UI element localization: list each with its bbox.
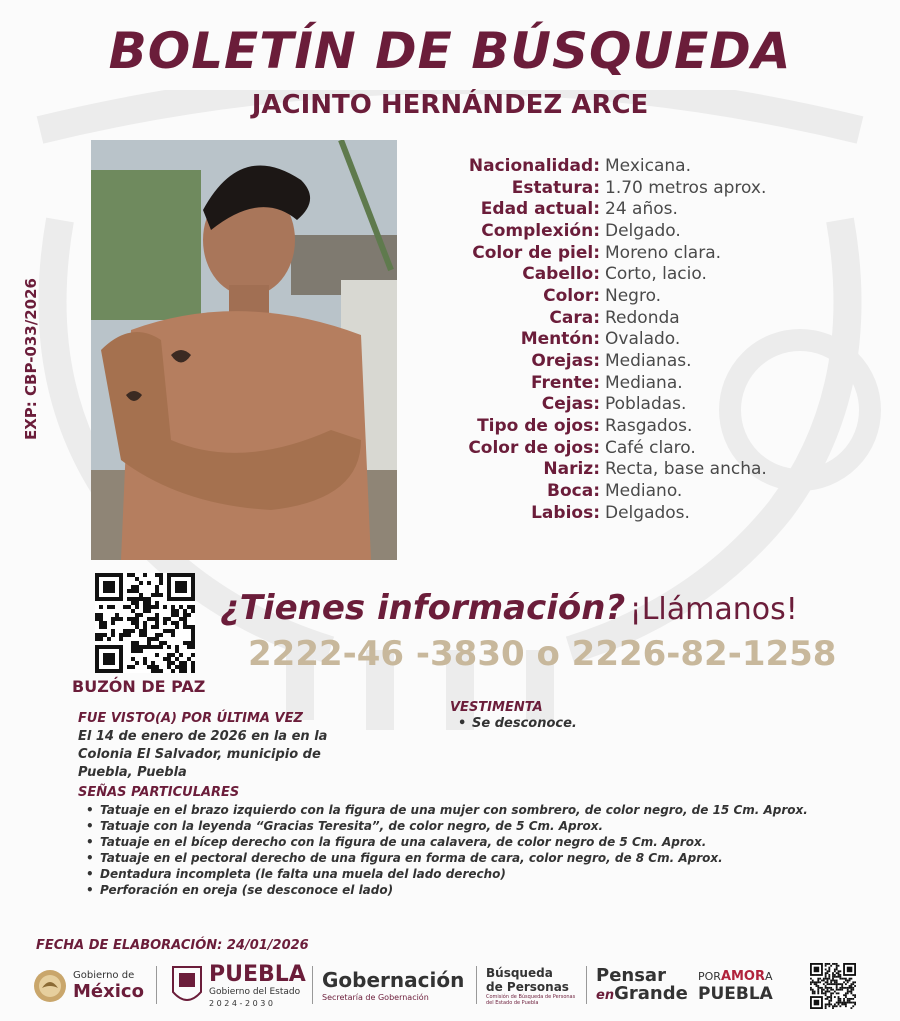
attribute-label: Labios: <box>531 502 600 523</box>
attribute-row <box>420 155 880 177</box>
attribute-row <box>420 285 880 307</box>
question-text: ¿Tienes información? <box>220 588 626 628</box>
attribute-value: Negro. <box>605 285 662 306</box>
attribute-label: Color de piel: <box>472 242 600 263</box>
puebla-shield-icon <box>170 964 204 1008</box>
phone-numbers[interactable]: 2222-46 -3830 o 2226-82-1258 <box>248 634 837 674</box>
attribute-label: Nariz: <box>543 459 600 480</box>
attribute-row <box>420 307 880 329</box>
logo-divider <box>312 966 313 1004</box>
logo-divider <box>476 966 477 1004</box>
attribute-row <box>420 372 880 394</box>
footer-qr-code[interactable] <box>810 963 856 1009</box>
attribute-value: Medianas. <box>605 351 692 372</box>
attribute-label: Boca: <box>547 481 600 502</box>
attribute-value: Ovalado. <box>605 329 681 350</box>
attribute-row <box>420 329 880 351</box>
en-text: en <box>596 987 615 1003</box>
person-name: JACINTO HERNÁNDEZ ARCE <box>251 90 649 120</box>
por-text: POR <box>698 970 721 983</box>
footer-logos <box>30 958 870 1013</box>
attribute-value: Delgados. <box>605 502 690 523</box>
attribute-row <box>420 350 880 372</box>
attribute-value: 24 años. <box>605 199 678 220</box>
clothing-section <box>450 700 750 733</box>
attribute-value: Moreno clara. <box>605 242 722 263</box>
attribute-label: Frente: <box>531 372 600 393</box>
marks-heading: SEÑAS PARTICULARES <box>78 785 240 800</box>
gobernacion-sub: Secretaría de Gobernación <box>322 993 429 1002</box>
attribute-value: Delgado. <box>605 220 681 241</box>
buzon-de-paz-label: BUZÓN DE PAZ <box>72 677 206 696</box>
busqueda-line2: de Personas <box>486 979 569 994</box>
attribute-value: Pobladas. <box>605 394 687 415</box>
gob-mexico-line1: Gobierno de <box>73 969 135 981</box>
clothing-item: • Se desconoce. <box>458 715 750 733</box>
grande-text: Grande <box>614 982 688 1004</box>
mark-item: • Dentadura incompleta (le falta una muela del lado derecho) <box>86 866 826 882</box>
attribute-label: Color de ojos: <box>468 437 600 458</box>
logo-divider <box>586 966 587 1004</box>
attribute-row <box>420 220 880 242</box>
attribute-value: Mediana. <box>605 372 683 393</box>
person-photo <box>91 140 397 560</box>
qr-code[interactable] <box>95 573 195 673</box>
attribute-value: Mexicana. <box>605 155 691 176</box>
mark-item: • Tatuaje en el brazo izquierdo con la figura de una mujer con sombrero, de color negro, de 15 Cm. Aprox. <box>86 802 826 818</box>
puebla-word: PUEBLA <box>698 984 773 1004</box>
attribute-label: Complexión: <box>481 220 600 241</box>
attribute-value: 1.70 metros aprox. <box>605 177 767 198</box>
busqueda-personas-logo <box>486 958 576 1013</box>
marks-list <box>86 802 826 898</box>
amor-text: AMOR <box>720 969 765 984</box>
attribute-row <box>420 263 880 285</box>
por-amor-a-puebla-logo <box>698 958 773 1013</box>
attribute-label: Cara: <box>549 307 600 328</box>
attribute-label: Nacionalidad: <box>468 155 600 176</box>
last-seen-text: El 14 de enero de 2026 en la en la Colonia El Salvador, municipio de Puebla, Puebla <box>78 729 328 780</box>
attribute-value: Rasgados. <box>605 416 693 437</box>
pensar-en-grande-logo <box>596 958 688 1013</box>
pensar-text: Pensar <box>596 964 666 986</box>
attribute-value: Recta, base ancha. <box>605 459 767 480</box>
mark-item: • Tatuaje en el pectoral derecho de una figura en forma de cara, color negro, de 8 Cm. Aprox. <box>86 850 826 866</box>
attribute-value: Mediano. <box>605 481 683 502</box>
bulletin-title: BOLETÍN DE BÚSQUEDA <box>108 22 792 80</box>
physical-attributes <box>420 155 880 524</box>
gobernacion-logo <box>322 958 464 1013</box>
attribute-row <box>420 177 880 199</box>
last-seen-section <box>78 711 378 782</box>
gobierno-mexico-logo <box>32 958 144 1013</box>
mark-item: • Tatuaje en el bícep derecho con la figura de una calavera, de color negro de 5 Cm. Aprox. <box>86 834 826 850</box>
attribute-label: Cabello: <box>522 264 600 285</box>
gob-mexico-line2: México <box>73 980 144 1002</box>
eagle-seal-icon <box>32 968 68 1004</box>
attribute-row <box>420 242 880 264</box>
information-prompt <box>220 588 798 628</box>
call-text: ¡Llámanos! <box>629 592 798 627</box>
attribute-label: Color: <box>543 285 600 306</box>
attribute-label: Cejas: <box>541 394 600 415</box>
busqueda-line1: Búsqueda <box>486 965 553 980</box>
attribute-row <box>420 502 880 524</box>
attribute-value: Redonda <box>605 307 680 328</box>
attribute-row <box>420 415 880 437</box>
creation-date: FECHA DE ELABORACIÓN: 24/01/2026 <box>36 938 309 953</box>
attribute-label: Mentón: <box>520 329 600 350</box>
mark-item: • Tatuaje con la leyenda “Gracias Teresita”, de color negro, de 5 Cm. Aprox. <box>86 818 826 834</box>
attribute-row <box>420 394 880 416</box>
attribute-row <box>420 459 880 481</box>
attribute-label: Estatura: <box>511 177 600 198</box>
attribute-label: Edad actual: <box>480 199 600 220</box>
puebla-sub: Gobierno del Estado <box>209 987 301 997</box>
puebla-logo <box>170 958 306 1013</box>
attribute-label: Tipo de ojos: <box>477 416 600 437</box>
gobernacion-text: Gobernación <box>322 968 465 992</box>
clothing-heading: VESTIMENTA <box>450 700 543 715</box>
puebla-years: 2 0 2 4 - 2 0 3 0 <box>209 999 273 1008</box>
attribute-label: Orejas: <box>531 351 600 372</box>
mark-item: • Perforación en oreja (se desconoce el lado) <box>86 882 826 898</box>
attribute-value: Café claro. <box>605 437 696 458</box>
attribute-row <box>420 198 880 220</box>
a-text: A <box>765 970 773 983</box>
attribute-row <box>420 437 880 459</box>
busqueda-sub: Comisión de Búsqueda de Personas del Estado de Puebla <box>486 993 576 1006</box>
puebla-text: PUEBLA <box>209 962 306 987</box>
last-seen-heading: FUE VISTO(A) POR ÚLTIMA VEZ <box>78 711 303 726</box>
logo-divider <box>156 966 157 1004</box>
case-number: EXP: CBP-033/2026 <box>22 278 40 440</box>
attribute-value: Corto, lacio. <box>605 264 707 285</box>
attribute-row <box>420 480 880 502</box>
